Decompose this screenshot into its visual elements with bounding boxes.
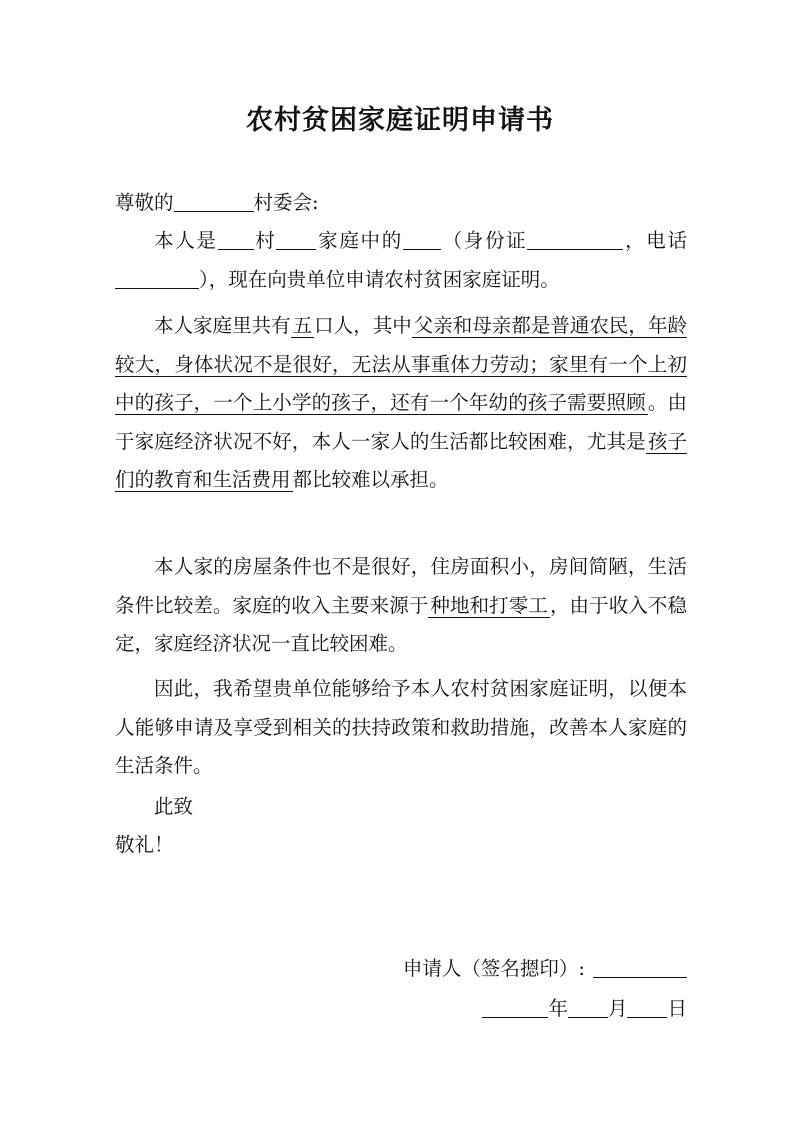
date-line	[482, 990, 687, 1029]
village-committee-blank[interactable]	[174, 192, 254, 213]
paragraph-family	[115, 307, 687, 500]
closing-jingli: 敬礼！	[115, 833, 174, 856]
year-label: 年	[548, 997, 568, 1020]
day-blank[interactable]	[627, 998, 667, 1019]
identity-text-3: 家庭中的	[316, 229, 403, 252]
paragraph-request: 因此，我希望贵单位能够给予本人农村贫困家庭证明，以便本人能够申请及享受到相关的扶持政策和救助措施，改善本人家庭的生活条件。	[115, 677, 687, 777]
year-blank[interactable]	[482, 998, 548, 1019]
family-size-fill: 五	[292, 314, 313, 337]
family-text-1: 本人家庭里共有	[154, 314, 291, 337]
income-source-fill: 种地和打零工	[430, 593, 548, 617]
phone-blank[interactable]	[115, 268, 199, 289]
relation-blank[interactable]	[403, 230, 441, 251]
housing-text-1: 本人家的房屋条件也不是很好，住房面积小，房间简陋，生活条件比较差。家庭的收入主要来源于	[115, 555, 687, 617]
family-text-3: 。由于家庭经济状况不好，本人一家人的生活都比较困难，尤其是	[115, 391, 687, 453]
identity-text-1: 本人是	[154, 229, 218, 252]
signature-label: 申请人（签名摁印）:	[402, 957, 585, 980]
identity-text-4: （身份证	[440, 229, 528, 252]
family-members-fill: 父亲和母亲都是普通农民，年龄较大，身体状况不是很好，无法从事重体力劳动；家里有一个上初中的孩子，一个上小学的孩子，还有一个年幼的孩子需要照顾	[115, 314, 687, 414]
day-label: 日	[667, 997, 687, 1020]
burden-fill: 孩子们的教育和生活费用	[115, 429, 687, 491]
salutation	[115, 184, 687, 223]
closing-cizhi: 此致	[154, 795, 194, 818]
signature-blank[interactable]	[593, 958, 687, 979]
identity-text-2: 村	[253, 229, 277, 252]
document-title: 农村贫困家庭证明申请书	[246, 105, 554, 136]
village-blank[interactable]	[218, 230, 254, 251]
salutation-suffix: 村委会:	[253, 191, 319, 214]
paragraph-housing	[115, 548, 687, 664]
identity-text-6: ），现在向贵单位申请农村贫困家庭证明。	[199, 267, 560, 291]
applicant-signature	[403, 950, 687, 989]
family-text-2: 口人，其中	[314, 314, 412, 337]
salutation-prefix: 尊敬的	[115, 191, 174, 214]
paragraph-identity	[115, 222, 687, 299]
identity-text-5: ，电话	[623, 229, 687, 252]
housing-text-2: ，由于收入不稳定，家庭经济状况一直比较困难。	[115, 593, 687, 655]
family-text-4: 都比较难以承担。	[292, 468, 449, 491]
id-number-blank[interactable]	[527, 230, 623, 251]
household-blank[interactable]	[276, 230, 316, 251]
month-label: 月	[607, 997, 628, 1020]
month-blank[interactable]	[568, 998, 608, 1019]
